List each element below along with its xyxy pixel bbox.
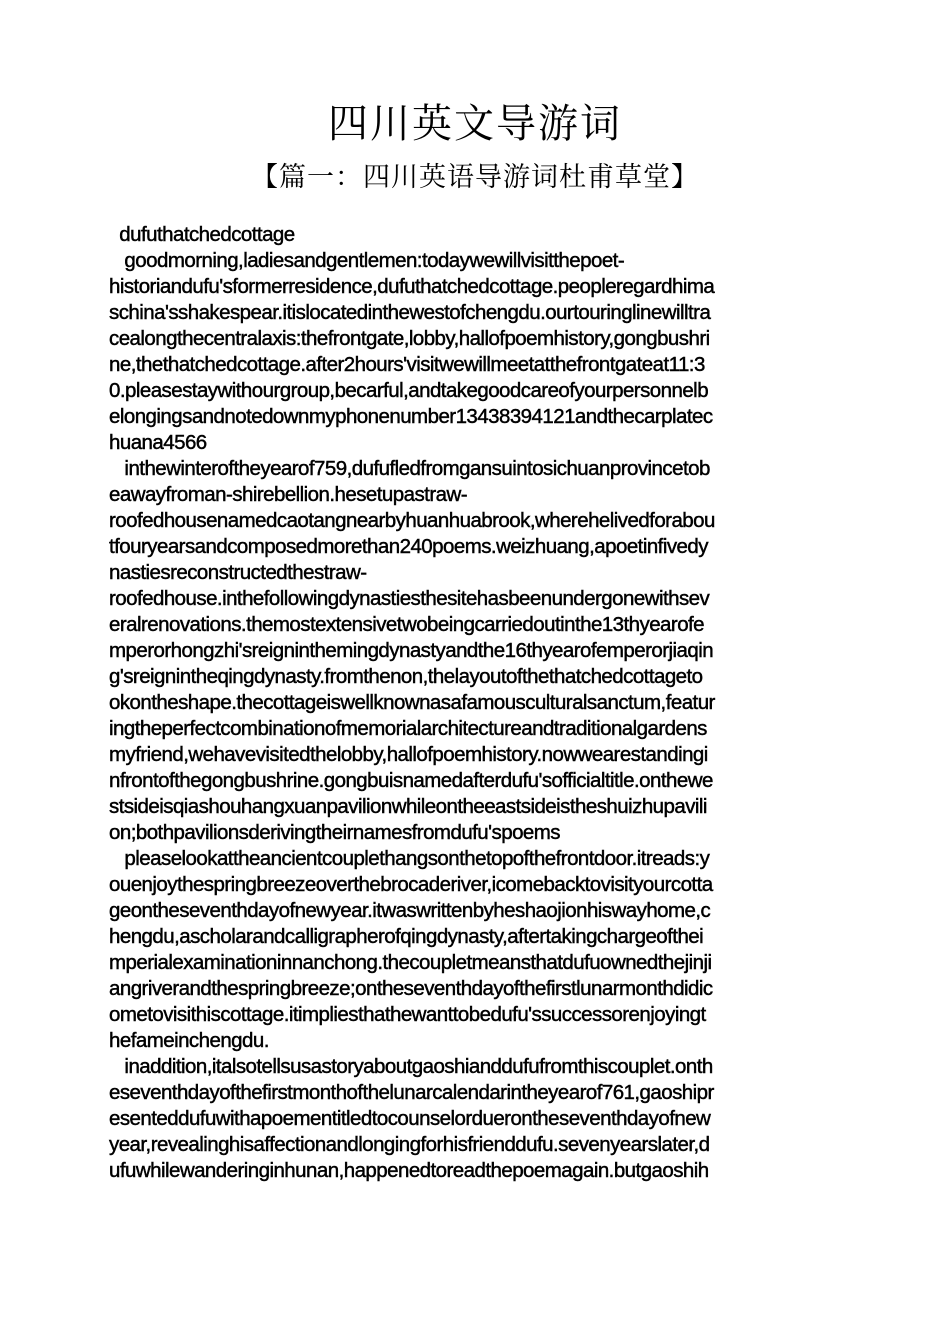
body-line: inthewinteroftheyearof759,dufufledfromgansuintosichuanprovincetob <box>109 457 710 480</box>
body-line: historiandufu'sformerresidence,dufuthatchedcottage.peopleregardhima <box>109 275 715 298</box>
body-text <box>109 222 844 1184</box>
body-line: ometovisithiscottage.itimpliesthathewanttobedufu'ssuccessorenjoyingt <box>109 1003 706 1026</box>
body-line: ne,thethatchedcottage.after2hours'visitwewillmeetatthefrontgateat11:3 <box>109 353 705 376</box>
body-line: year,revealinghisaffectionandlongingforhisfrienddufu.sevenyearslater,d <box>109 1133 710 1156</box>
body-line: angriverandthespringbreeze;ontheseventhdayofthefirstlunarmonthdidic <box>109 977 713 1000</box>
body-line: g'sreignintheqingdynasty.fromthenon,thelayoutofthethatchedcottageto <box>109 665 703 688</box>
body-line: myfriend,wehavevisitedthelobby,hallofpoemhistory.nowwearestandingi <box>109 743 708 766</box>
body-line: elongingsandnotedownmyphonenumber13438394121andthecarplatec <box>109 405 713 428</box>
body-line: on;bothpavilionsderivingtheirnamesfromdufu'spoems <box>109 821 561 844</box>
body-line: esenteddufuwithapoementitledtocounselorduerontheseventhdayofnew <box>109 1107 711 1130</box>
body-line: schina'sshakespear.itislocatedinthewestofchengdu.ourtouringlinewilltra <box>109 301 711 324</box>
body-line: goodmorning,ladiesandgentlemen:todaywewillvisitthepoet- <box>109 249 625 272</box>
body-line: ufuwhilewanderinginhunan,happenedtoreadthepoemagain.butgaoshih <box>109 1159 709 1182</box>
body-line: inaddition,italsotellsusastoryaboutgaoshianddufufromthiscouplet.onth <box>109 1055 713 1078</box>
body-line: hengdu,ascholarandcalligrapherofqingdynasty,aftertakingchargeofthei <box>109 925 704 948</box>
body-line: hefameinchengdu. <box>109 1029 269 1052</box>
document-subtitle: 【篇一：四川英语导游词杜甫草堂】 <box>251 162 699 193</box>
body-line: nfrontofthegongbushrine.gongbuisnamedafterdufu'sofficialtitle.onthewe <box>109 769 713 792</box>
body-line: 0.pleasestaywithourgroup,becarful,andtakegoodcareofyourpersonnelb <box>109 379 709 402</box>
body-line: dufuthatchedcottage <box>109 223 295 246</box>
body-line: nastiesreconstructedthestraw- <box>109 561 367 584</box>
document-title: 四川英文导游词 <box>328 101 622 147</box>
body-line: ouenjoythespringbreezeoverthebrocaderiver,icomebacktovisityourcotta <box>109 873 713 896</box>
body-line: roofedhouse.inthefollowingdynastiesthesitehasbeenundergonewithsev <box>109 587 710 610</box>
body-line: pleaselookattheancientcouplethangsonthetopofthefrontdoor.itreads:y <box>109 847 710 870</box>
body-line: cealongthecentralaxis:thefrontgate,lobby,hallofpoemhistory,gongbushri <box>109 327 710 350</box>
body-line: mperialexaminationinnanchong.thecoupletmeansthatdufuownedthejinji <box>109 951 712 974</box>
body-line: ingtheperfectcombinationofmemorialarchitectureandtraditionalgardens <box>109 717 707 740</box>
body-line: mperorhongzhi'sreigninthemingdynastyandthe16thyearofemperorjiaqin <box>109 639 714 662</box>
body-line: eralrenovations.themostextensivetwobeingcarriedoutinthe13thyearofe <box>109 613 705 636</box>
body-line: tfouryearsandcomposedmorethan240poems.weizhuang,apoetinfivedy <box>109 535 708 558</box>
body-line: okontheshape.thecottageiswellknownasafamousculturalsanctum,featur <box>109 691 715 714</box>
body-line: stsideisqiashouhangxuanpavilionwhileontheeastsideistheshuizhupavili <box>109 795 707 818</box>
body-line: eawayfroman-shirebellion.hesetupastraw- <box>109 483 467 506</box>
body-line: eseventhdayofthefirstmonthofthelunarcalendarintheyearof761,gaoshipr <box>109 1081 714 1104</box>
body-line: huana4566 <box>109 431 207 454</box>
body-line: geontheseventhdayofnewyear.itwaswrittenbyheshaojionhiswayhome,c <box>109 899 711 922</box>
body-line: roofedhousenamedcaotangnearbyhuanhuabrook,wherehelivedforabou <box>109 509 715 532</box>
